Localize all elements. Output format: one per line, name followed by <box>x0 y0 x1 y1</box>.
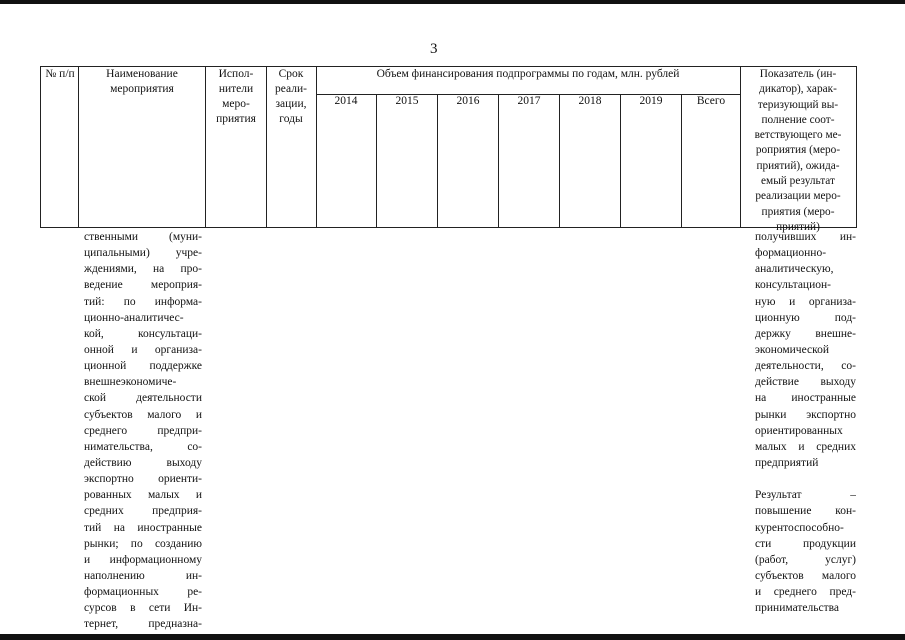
indicator-line: на иностранные <box>755 392 856 405</box>
indicator-line: субъектов малого <box>755 569 856 582</box>
measure-name-line: ждениями, на про- <box>84 263 202 276</box>
measure-name-line: ской деятельности <box>84 392 202 405</box>
measure-name-line: ведение мероприя- <box>84 279 202 292</box>
indicator-line: консультацион- <box>755 279 831 292</box>
header-indicator: Показатель (ин- дикатор), харак- теризующий вы- полнение соот- ветствующего ме- роприятия (меро- приятий), ожида- емый результат реализации меро- приятия (меро- приятий) <box>754 68 842 233</box>
indicator-line <box>755 471 856 487</box>
indicator-line: формационно- <box>755 247 827 260</box>
measure-name-line: внешнеэкономиче- <box>84 376 177 389</box>
measure-name-line: и информационному <box>84 553 202 566</box>
indicator-line: малых и средних <box>755 440 856 453</box>
year-2016: 2016 <box>456 95 480 107</box>
measure-name-line: субъектов малого и <box>84 408 202 421</box>
indicator-continuation <box>755 229 856 616</box>
measure-name-line: тий: по информа- <box>84 295 202 308</box>
bottom-border <box>0 634 905 640</box>
indicator-line: курентоспособно- <box>755 521 844 534</box>
measure-name-line: тий на иностранные <box>84 521 202 534</box>
measure-name-line: ционно-аналитичес- <box>84 311 184 324</box>
header-executors: Испол- нители меро- приятия <box>216 68 256 125</box>
indicator-line: аналитическую, <box>755 263 834 276</box>
header-term: Срок реали- зации, годы <box>275 68 307 125</box>
indicator-line: экономической <box>755 343 829 356</box>
indicator-line: принимательства <box>755 602 839 615</box>
measure-name-line: кой, консультаци- <box>84 327 202 340</box>
measure-name-line: ственными (муни- <box>84 231 202 243</box>
measure-name-line: ципальными) учре- <box>84 247 202 260</box>
measure-name-line: ционной поддержке <box>84 360 202 373</box>
header-num: № п/п <box>45 68 75 80</box>
indicator-line: ционную под- <box>755 311 856 324</box>
measure-name-line: сурсов в сети Ин- <box>84 602 202 615</box>
indicator-line: ориентированных <box>755 424 843 437</box>
indicator-line: Результат – <box>755 489 856 502</box>
measure-name-continuation <box>84 229 202 633</box>
indicator-line: сти продукции <box>755 537 856 550</box>
measure-name-line: формационных ре- <box>84 586 202 599</box>
indicator-line: ную и организа- <box>755 295 856 308</box>
header-name: Наименование мероприятия <box>106 68 178 95</box>
measure-name-line: средних предприя- <box>84 505 202 518</box>
indicator-line: рынки экспортно <box>755 408 856 421</box>
year-total: Всего <box>696 95 726 107</box>
measure-name-line: рованных малых и <box>84 489 202 502</box>
measure-name-line: действию выходу <box>84 456 202 469</box>
indicator-line: и среднего пред- <box>755 586 856 599</box>
header-financing: Объем финансирования подпрограммы по годам, млн. рублей <box>376 68 680 80</box>
top-border <box>0 0 905 4</box>
page-number: 3 <box>430 41 438 57</box>
measure-name-line: рынки; по созданию <box>84 537 202 550</box>
measure-name-line: онной и организа- <box>84 343 202 356</box>
measure-name-line: среднего предпри- <box>84 424 202 437</box>
year-2019: 2019 <box>639 95 663 107</box>
indicator-line: получивших ин- <box>755 231 856 243</box>
indicator-line: повышение кон- <box>755 505 856 518</box>
measure-name-line: наполнению ин- <box>84 569 202 582</box>
measure-name-line: нимательства, со- <box>84 440 202 453</box>
indicator-line: действие выходу <box>755 376 856 389</box>
year-2017: 2017 <box>517 95 541 107</box>
year-2018: 2018 <box>578 95 602 107</box>
year-2015: 2015 <box>395 95 419 107</box>
indicator-line: деятельности, со- <box>755 360 856 373</box>
indicator-line: держку внешне- <box>755 327 856 340</box>
year-2014: 2014 <box>334 95 358 107</box>
measure-name-line: экспортно ориенти- <box>84 473 202 486</box>
measure-name-line: тернет, предназна- <box>84 618 202 631</box>
indicator-line: предприятий <box>755 456 819 469</box>
indicator-line: (работ, услуг) <box>755 553 856 566</box>
